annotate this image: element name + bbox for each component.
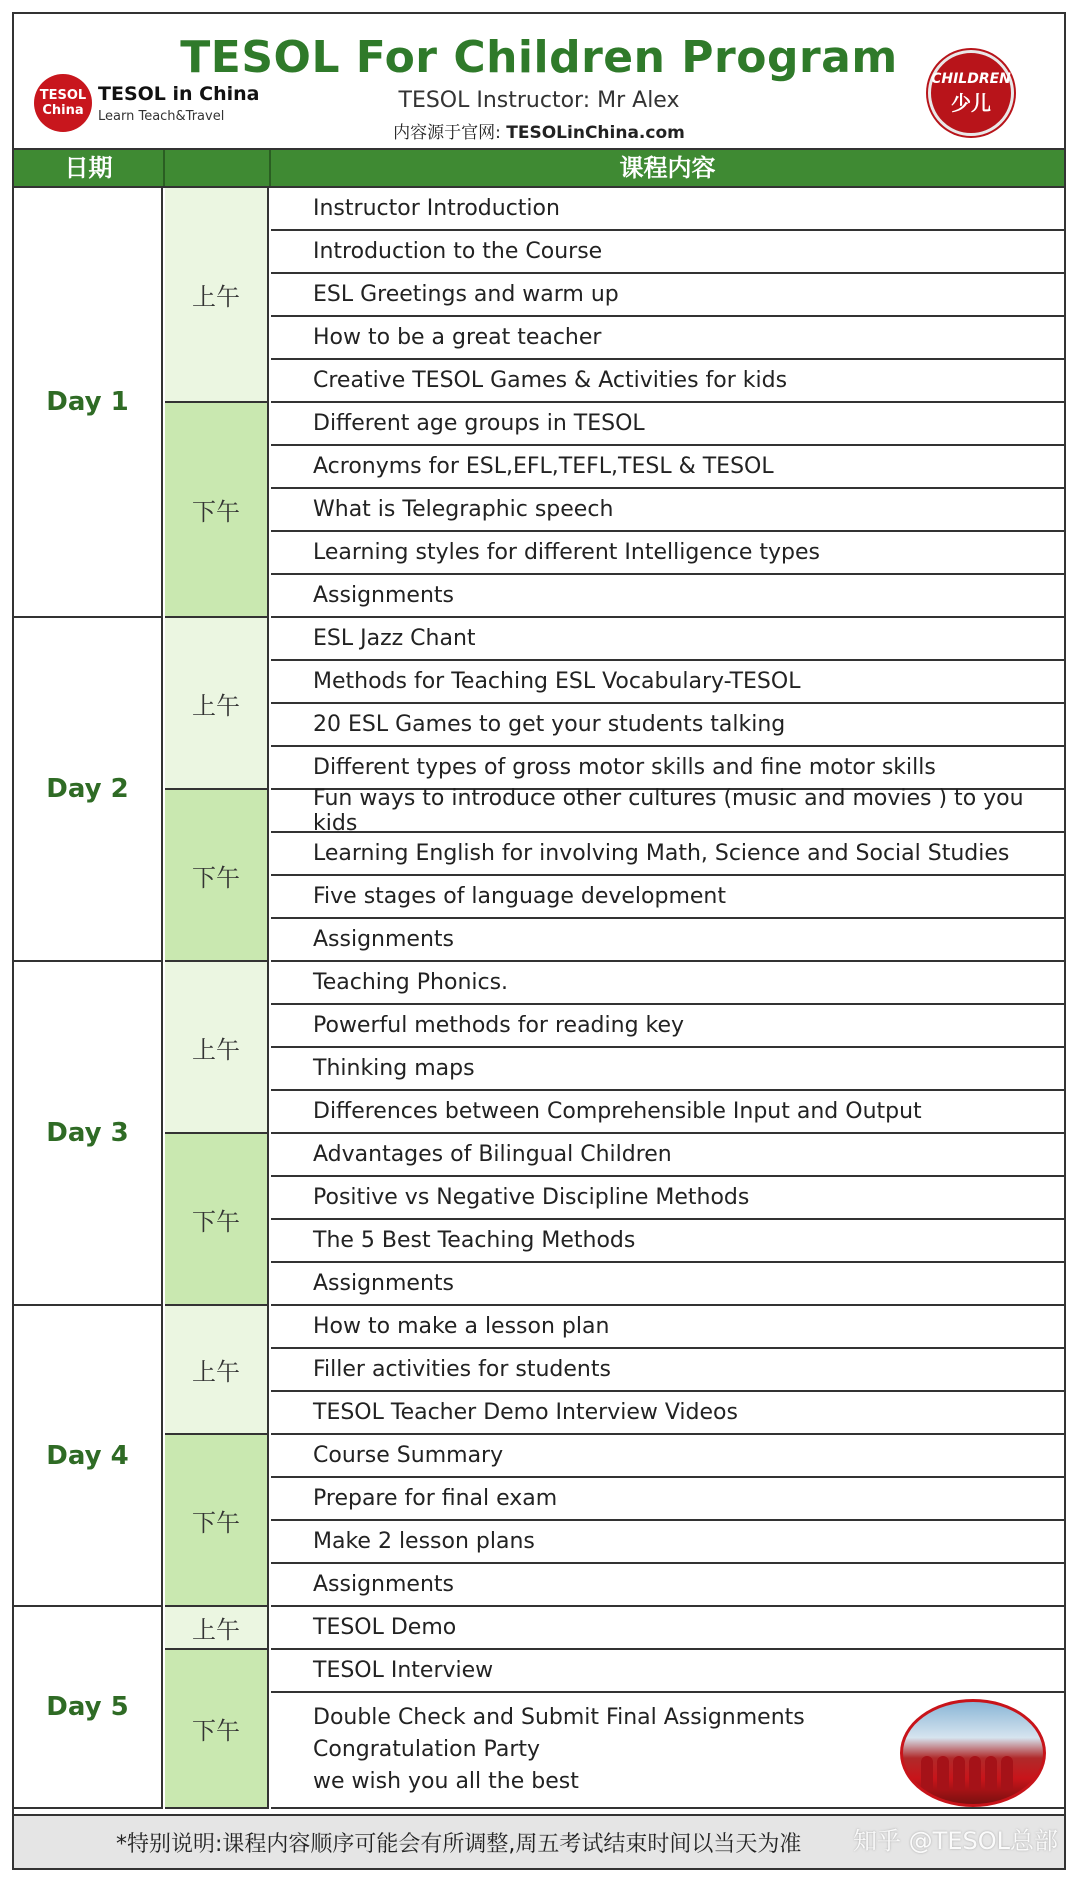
course-row-final	[271, 1693, 1064, 1809]
children-badge	[928, 50, 1014, 136]
course-row: TESOL Teacher Demo Interview Videos	[271, 1392, 1064, 1435]
course-row: Acronyms for ESL,EFL,TEFL,TESL & TESOL	[271, 446, 1064, 489]
course-row: ESL Greetings and warm up	[271, 274, 1064, 317]
course-row: Introduction to the Course	[271, 231, 1064, 274]
course-row: Assignments	[271, 1263, 1064, 1306]
logo-name: TESOL in China	[98, 82, 260, 105]
schedule-sheet	[12, 12, 1066, 1870]
course-row: Thinking maps	[271, 1048, 1064, 1091]
photo-figure	[921, 1756, 933, 1790]
footer-note-text: *特别说明:课程内容顺序可能会有所调整,周五考试结束时间以当天为准	[116, 1831, 802, 1857]
course-row: Differences between Comprehensible Input and Output	[271, 1091, 1064, 1134]
logo-badge-line2: China	[42, 103, 84, 118]
final-line: we wish you all the best	[313, 1769, 579, 1794]
period-am: 上午	[165, 618, 269, 790]
photo-figure	[953, 1756, 965, 1790]
course-row: Learning English for involving Math, Science and Social Studies	[271, 833, 1064, 876]
course-row: How to make a lesson plan	[271, 1306, 1064, 1349]
course-row: Methods for Teaching ESL Vocabulary-TESOL	[271, 661, 1064, 704]
course-row: Assignments	[271, 919, 1064, 962]
course-row: Five stages of language development	[271, 876, 1064, 919]
period-am: 上午	[165, 1306, 269, 1435]
day-label: Day 2	[14, 618, 163, 962]
course-row: Different age groups in TESOL	[271, 403, 1064, 446]
course-row: TESOL Interview	[271, 1650, 1064, 1693]
day-label: Day 3	[14, 962, 163, 1306]
course-row: What is Telegraphic speech	[271, 489, 1064, 532]
day-label: Day 1	[14, 188, 163, 618]
period-am: 上午	[165, 1607, 269, 1650]
photo-figure	[1001, 1756, 1013, 1790]
header-date: 日期	[14, 150, 165, 186]
course-row: ESL Jazz Chant	[271, 618, 1064, 661]
final-line: Congratulation Party	[313, 1737, 541, 1762]
course-row: Teaching Phonics.	[271, 962, 1064, 1005]
graduation-photo	[900, 1699, 1046, 1807]
children-badge-line2: 少儿	[951, 90, 991, 115]
logo-badge-line1: TESOL	[39, 88, 87, 103]
period-pm: 下午	[165, 1134, 269, 1306]
course-row: Course Summary	[271, 1435, 1064, 1478]
header-content: 课程内容	[619, 154, 716, 182]
final-line: Double Check and Submit Final Assignments	[313, 1705, 805, 1730]
logo-tagline: Learn Teach&Travel	[98, 108, 225, 124]
course-row: Assignments	[271, 575, 1064, 618]
source-site: TESOLinChina.com	[506, 123, 685, 143]
course-row: Instructor Introduction	[271, 188, 1064, 231]
course-row: TESOL Demo	[271, 1607, 1064, 1650]
period-pm: 下午	[165, 1650, 269, 1809]
course-row: Learning styles for different Intelligence types	[271, 532, 1064, 575]
period-pm: 下午	[165, 403, 269, 618]
period-pm: 下午	[165, 1435, 269, 1607]
course-row: Make 2 lesson plans	[271, 1521, 1064, 1564]
course-row: 20 ESL Games to get your students talking	[271, 704, 1064, 747]
source-line	[14, 118, 1064, 143]
day-label: Day 5	[14, 1607, 163, 1809]
course-row: Different types of gross motor skills and fine motor skills	[271, 747, 1064, 790]
children-badge-line1: CHILDREN	[931, 70, 1011, 87]
photo-figure	[985, 1756, 997, 1790]
table-header	[14, 148, 1064, 188]
course-row: The 5 Best Teaching Methods	[271, 1220, 1064, 1263]
course-row: Prepare for final exam	[271, 1478, 1064, 1521]
course-row: Fun ways to introduce other cultures (music and movies ) to you kids	[271, 790, 1064, 833]
course-row: Powerful methods for reading key	[271, 1005, 1064, 1048]
header	[14, 14, 1064, 148]
watermark: 知乎 @TESOL总部	[853, 1827, 1058, 1855]
header-period	[165, 150, 271, 186]
photo-figure	[937, 1756, 949, 1790]
course-row: Positive vs Negative Discipline Methods	[271, 1177, 1064, 1220]
course-row: Creative TESOL Games & Activities for kids	[271, 360, 1064, 403]
day-label: Day 4	[14, 1306, 163, 1607]
instructor-line: TESOL Instructor: Mr Alex	[398, 88, 680, 113]
page-title: TESOL For Children Program	[180, 32, 898, 83]
period-am: 上午	[165, 962, 269, 1134]
course-row: Filler activities for students	[271, 1349, 1064, 1392]
course-row: How to be a great teacher	[271, 317, 1064, 360]
period-pm: 下午	[165, 790, 269, 962]
course-row: Assignments	[271, 1564, 1064, 1607]
period-am: 上午	[165, 188, 269, 403]
photo-figure	[969, 1756, 981, 1790]
course-row: Advantages of Bilingual Children	[271, 1134, 1064, 1177]
source-label: 内容源于官网:	[393, 123, 501, 143]
